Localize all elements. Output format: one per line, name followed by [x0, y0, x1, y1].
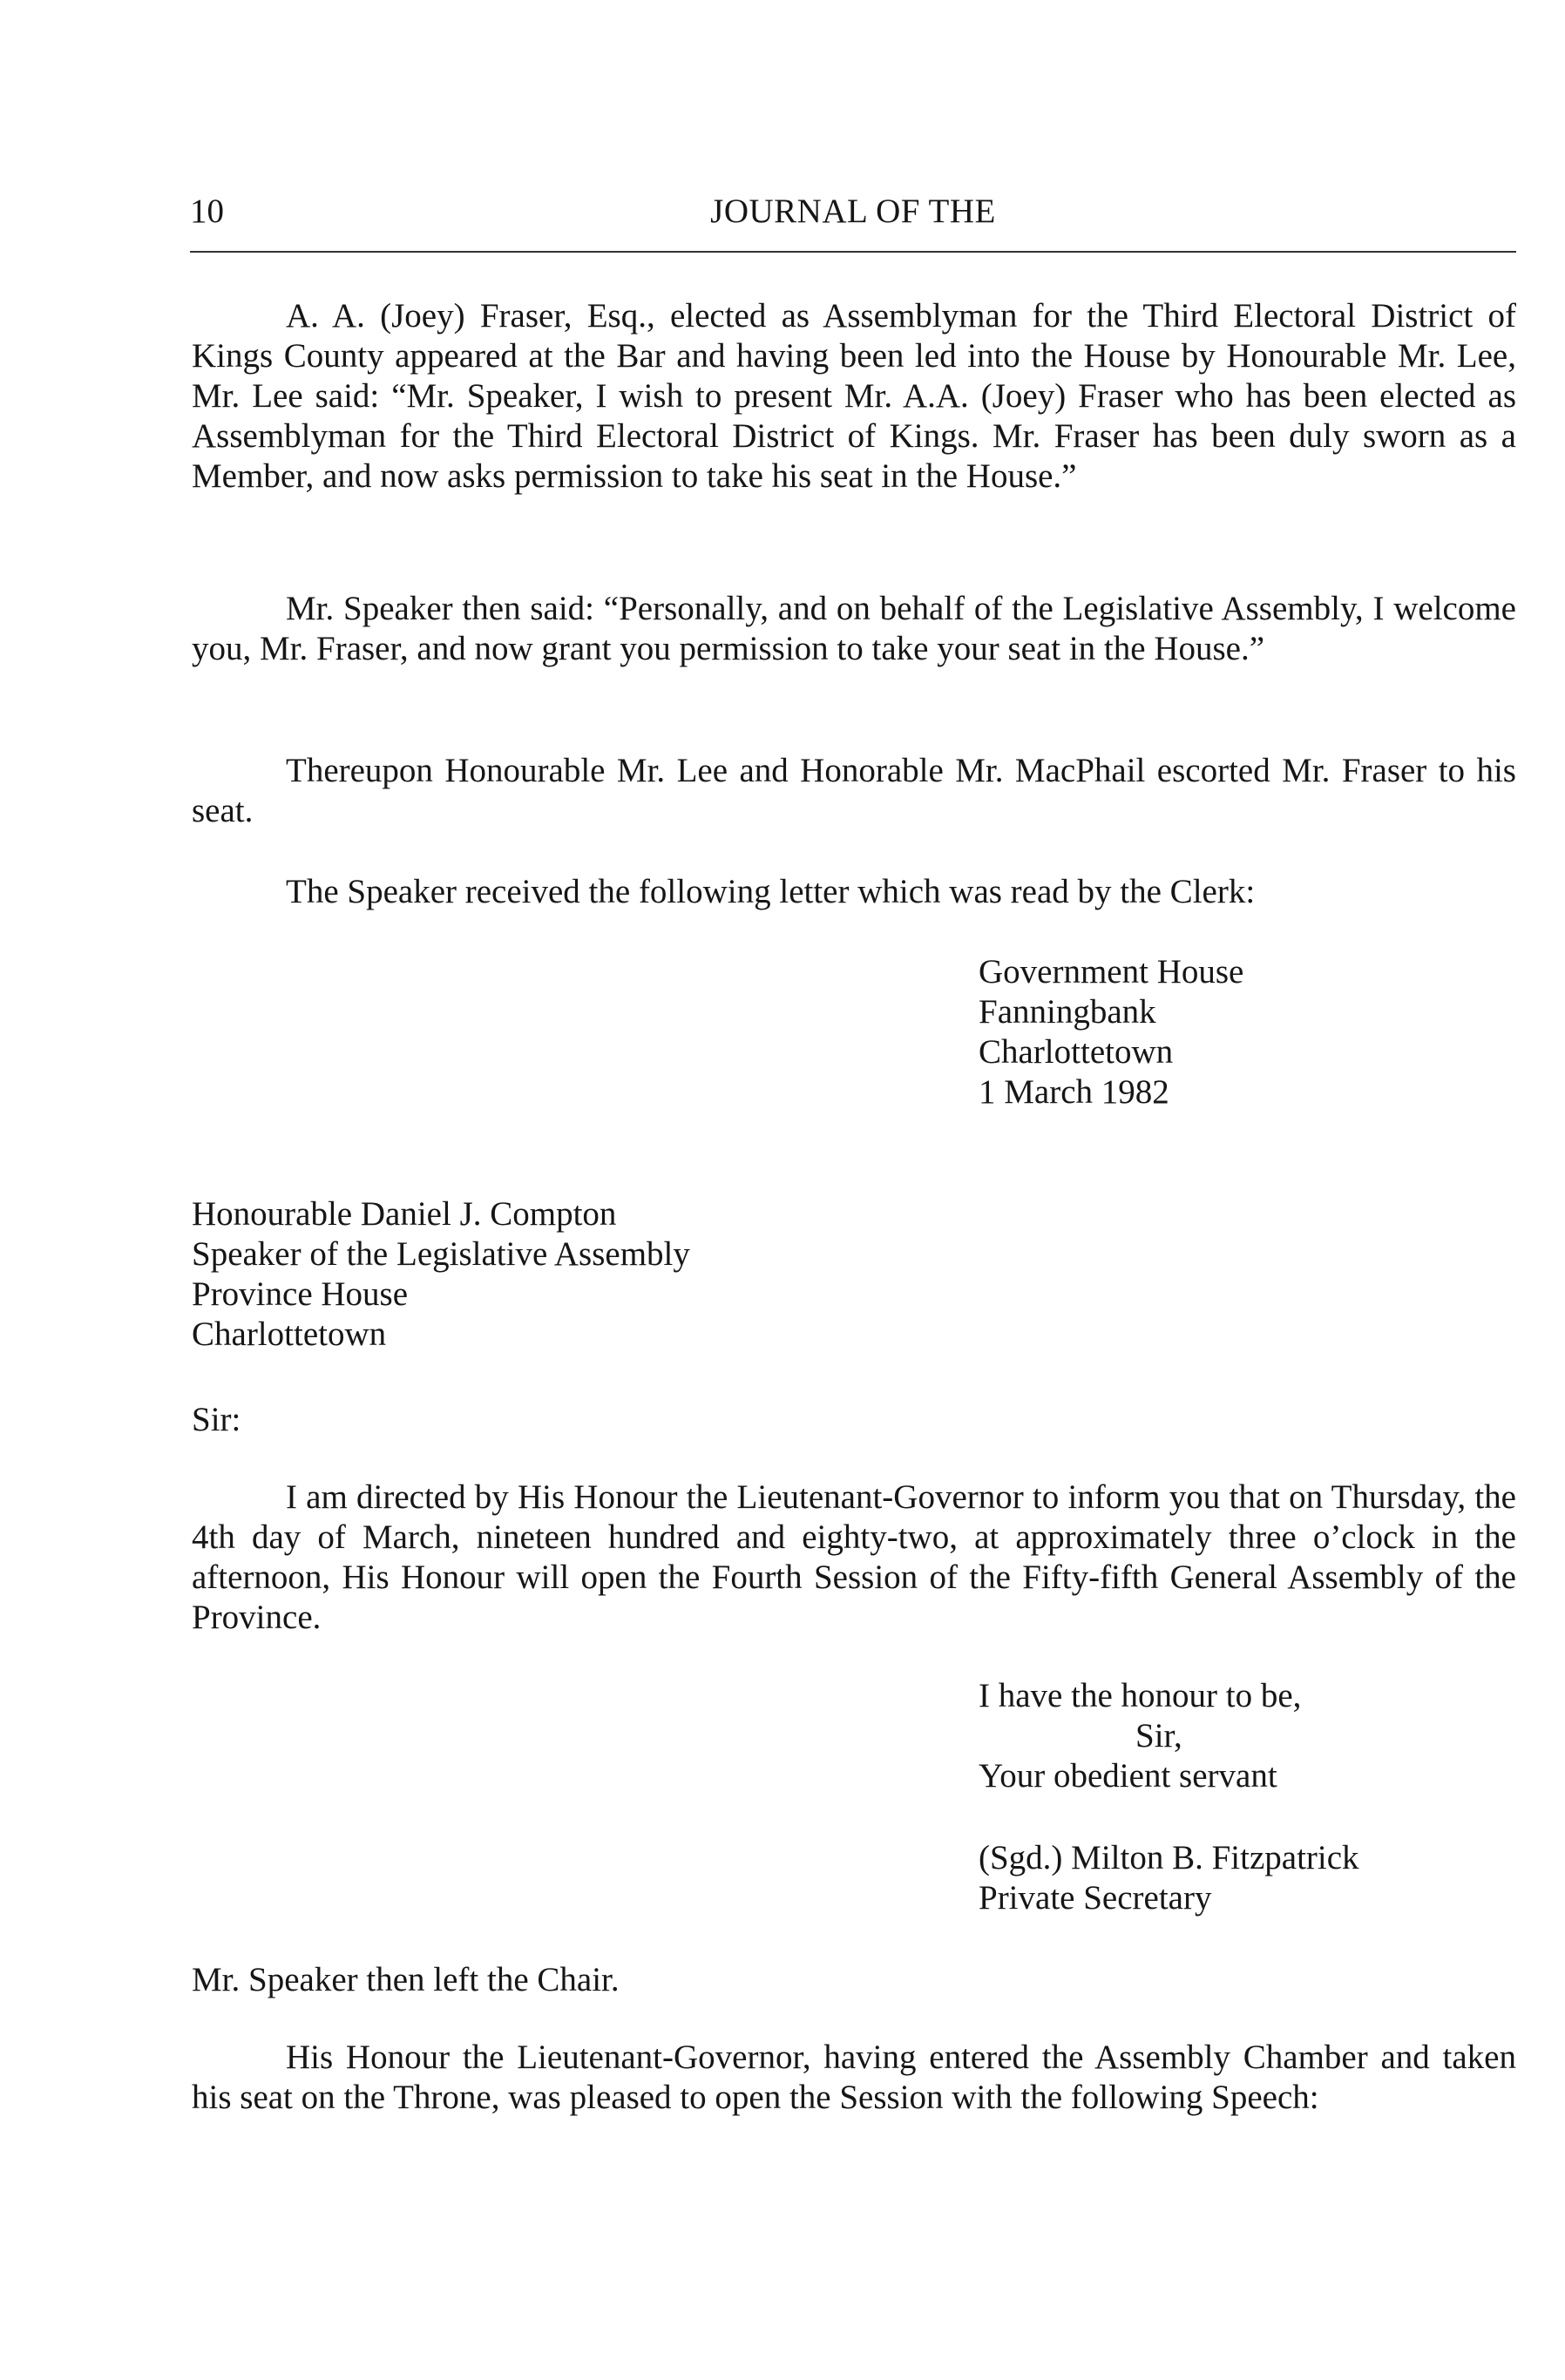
sender-address-line: Government House — [979, 953, 1244, 991]
recipient-address-line: Province House — [192, 1275, 409, 1313]
closing-line: Your obedient servant — [979, 1757, 1277, 1795]
paragraph-fraser-presentation: A. A. (Joey) Fraser, Esq., elected as Assemblyman for the Third Electoral District of Kings County appeared at the Bar and having been led into the House by Honourable Mr. Lee, Mr. Lee said: “Mr. Speaker, I wish to present Mr. A.A. (Joey) Fraser who has been elected as Assemblyman for the Third Electoral District of Kings. Mr. Fraser has been duly sworn as a Member, and now asks permission to take his seat in the House.” — [192, 297, 1516, 495]
letter-closing — [979, 1676, 1301, 1796]
closing-sir: Sir, — [1135, 1717, 1182, 1755]
recipient-address-line: Charlottetown — [192, 1315, 387, 1353]
signature-title: Private Secretary — [979, 1879, 1212, 1917]
letter-body: I am directed by His Honour the Lieutenant-Governor to inform you that on Thursday, the 4th day of March, nineteen hundred and eighty-two, at approximately three o’clock in the afternoon, His Honour will open the Fourth Session of the Fifty-fifth General Assembly of the Province. — [192, 1478, 1516, 1636]
paragraph-speaker-welcome: Mr. Speaker then said: “Personally, and on behalf of the Legislative Assembly, I welcome you, Mr. Fraser, and now grant you permission to take your seat in the House.” — [192, 590, 1516, 667]
sender-address — [979, 952, 1243, 1112]
paragraph-speaker-left: Mr. Speaker then left the Chair. — [192, 1961, 620, 1998]
running-head: JOURNAL OF THE — [710, 193, 996, 230]
paragraph-letter-intro: The Speaker received the following letter which was read by the Clerk: — [286, 873, 1256, 910]
recipient-address — [192, 1194, 690, 1355]
sender-address-line: Fanningbank — [979, 993, 1156, 1031]
paragraph-throne-speech-intro: His Honour the Lieutenant-Governor, having entered the Assembly Chamber and taken his seat on the Throne, was pleased to open the Session with the following Speech: — [192, 2039, 1516, 2116]
page-number: 10 — [190, 193, 224, 230]
salutation: Sir: — [192, 1401, 241, 1438]
sender-address-line: Charlottetown — [979, 1033, 1174, 1071]
paragraph-escort: Thereupon Honourable Mr. Lee and Honorable Mr. MacPhail escorted Mr. Fraser to his seat. — [192, 752, 1516, 829]
recipient-address-line: Honourable Daniel J. Compton — [192, 1195, 617, 1233]
signature-name: (Sgd.) Milton B. Fitzpatrick — [979, 1839, 1359, 1876]
recipient-address-line: Speaker of the Legislative Assembly — [192, 1235, 690, 1273]
letter-signature — [979, 1838, 1359, 1918]
closing-line: I have the honour to be, — [979, 1677, 1302, 1714]
letter-date: 1 March 1982 — [979, 1073, 1169, 1111]
page-header — [190, 190, 1516, 242]
header-rule — [190, 251, 1516, 253]
